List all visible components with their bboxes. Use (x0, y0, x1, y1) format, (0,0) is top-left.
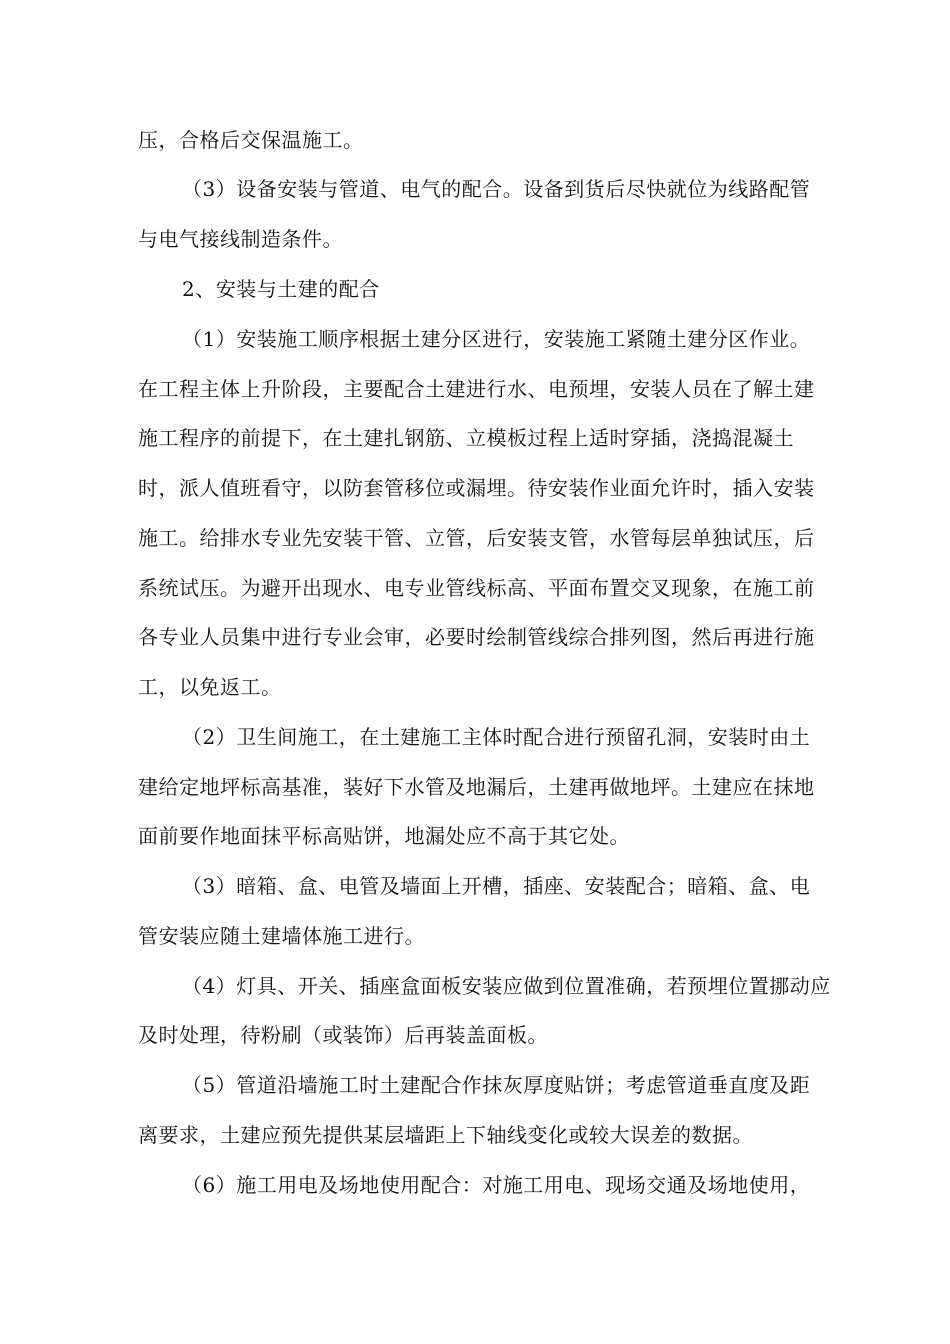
text-line: 与电气接线制造条件。 (138, 227, 343, 251)
paragraph-first-line: （4）灯具、开关、插座盒面板安装应做到位置准确，若预埋位置挪动应 (182, 974, 831, 998)
text-line: 各专业人员集中进行专业会审，必要时绘制管线综合排列图，然后再进行施 (138, 625, 815, 649)
text-line: 面前要作地面抹平标高贴饼，地漏处应不高于其它处。 (138, 824, 630, 848)
text-line: 及时处理，待粉刷（或装饰）后再装盖面板。 (138, 1023, 548, 1047)
paragraph-first-line: （5）管道沿墙施工时土建配合作抹灰厚度贴饼；考虑管道垂直度及距 (182, 1073, 811, 1097)
text-line: 建给定地坪标高基准，装好下水管及地漏后，土建再做地坪。土建应在抹地 (138, 775, 815, 799)
paragraph-first-line: （2）卫生间施工，在土建施工主体时配合进行预留孔洞，安装时由土 (182, 725, 811, 749)
text-line: 压，合格后交保温施工。 (138, 128, 364, 152)
text-line: 在工程主体上升阶段，主要配合土建进行水、电预埋，安装人员在了解土建 (138, 377, 815, 401)
paragraph-first-line: （3）设备安装与管道、电气的配合。设备到货后尽快就位为线路配管 (182, 177, 811, 201)
text-line: 离要求，土建应预先提供某层墙距上下轴线变化或较大误差的数据。 (138, 1123, 753, 1147)
text-line: 工，以免返工。 (138, 675, 282, 699)
paragraph-first-line: （1）安装施工顺序根据土建分区进行，安装施工紧随土建分区作业。 (182, 327, 811, 351)
paragraph-first-line: （6）施工用电及场地使用配合：对施工用电、现场交通及场地使用， (182, 1173, 811, 1197)
text-line: 系统试压。为避开出现水、电专业管线标高、平面布置交叉现象，在施工前 (138, 576, 815, 600)
text-line: 施工。给排水专业先安装干管、立管，后安装支管，水管每层单独试压，后 (138, 526, 815, 550)
paragraph-first-line: （3）暗箱、盒、电管及墙面上开槽，插座、安装配合；暗箱、盒、电 (182, 874, 811, 898)
section-heading: 2、安装与土建的配合 (182, 277, 380, 301)
text-line: 时，派人值班看守，以防套管移位或漏埋。待安装作业面允许时，插入安装 (138, 476, 815, 500)
text-line: 施工程序的前提下，在土建扎钢筋、立模板过程上适时穿插，浇捣混凝土 (138, 426, 794, 450)
text-line: 管安装应随土建墙体施工进行。 (138, 924, 425, 948)
